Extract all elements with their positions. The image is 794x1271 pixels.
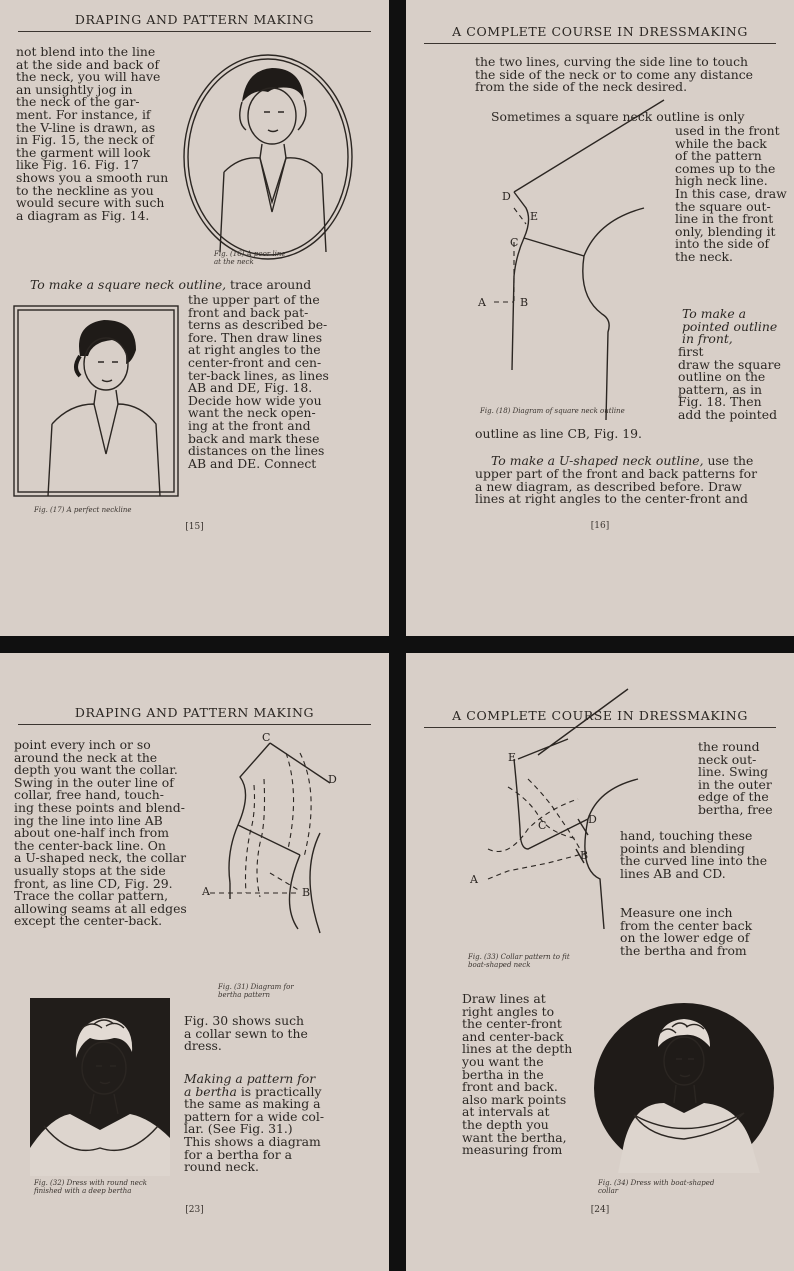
lead-italic: Making a pattern for a bertha <box>184 1071 316 1099</box>
paragraph-bertha <box>184 1073 324 1174</box>
lead-italic: To make a square neck outline, <box>30 277 227 292</box>
caption-fig-34: Fig. (34) Dress with boat-shaped collar <box>598 1179 715 1195</box>
caption-fig-17: Fig. (17) A perfect neckline <box>34 506 132 514</box>
label-d: D <box>328 773 337 786</box>
body-text-3: used in the front while the back of the pattern comes up to the high neck line. In this case, draw the square out- line in the front only, blending it into the side of the neck. <box>675 123 787 264</box>
body-text-3: is practically the same as making a pattern for a wide col- lar. (See Fig. 31.) This shows a diagram for a bertha for a round neck. <box>184 1083 325 1175</box>
body-text-2: the upper part of the front and back pat- terns as described be- fore. Then draw lines at right angles to the center-front and cen- ter-back lines, as lines AB and DE, Fig. 18. Decide how wide you want the neck open- ing at the front and back and mark these distances on the lines AB and DE. Connect <box>188 292 329 471</box>
page-24 <box>406 653 794 1271</box>
lead-italic: To make a pointed outline in front, <box>682 306 778 347</box>
page-number: [23] <box>185 1205 204 1215</box>
page-23 <box>0 653 389 1271</box>
body-text-2: hand, touching these points and blending the curved line into the lines AB and CD. <box>620 828 768 881</box>
body-text: point every inch or so around the neck at the depth you want the collar. Swing in the outer line of collar, free hand, touch- ing these points and blend- ing the line into line AB about one-half inch from the center-back line. On a U-shaped neck, the collar usually stops at the side front, as line CD, Fig. 29. Trace the collar pattern, allowing seams at all edges except the center-back. <box>14 737 187 929</box>
caption-fig-32: Fig. (32) Dress with round neck finished with a deep bertha <box>34 1179 148 1195</box>
running-header: A COMPLETE COURSE IN DRESSMAKING <box>424 708 776 728</box>
label-b: B <box>580 849 589 862</box>
body-text-3: Measure one inch from the center back on the lower edge of the bertha and from <box>620 905 753 958</box>
label-d: D <box>588 813 597 826</box>
lead2-italic: To make a U-shaped neck outline, <box>491 453 704 468</box>
label-c: C <box>510 236 519 249</box>
fig-17-illustration <box>12 304 180 502</box>
label-a: A <box>470 873 478 886</box>
label-b: B <box>520 296 529 309</box>
caption-fig-16: Fig. (16) A poor line at the neck <box>214 250 286 266</box>
label-d: D <box>502 190 511 203</box>
caption-fig-18: Fig. (18) Diagram of square neck outline <box>480 407 625 415</box>
fig-34-illustration <box>594 1003 774 1173</box>
paragraph-lead <box>30 279 311 292</box>
fig-31-diagram <box>200 733 360 953</box>
label-c: C <box>538 819 547 832</box>
body-text-6: upper part of the front and back patterns for a new diagram, as described before. Draw lines at right angles to the center-front and <box>475 466 758 507</box>
body-text-2: Fig. 30 shows such a collar sewn to the dress. <box>184 1013 308 1054</box>
caption-fig-33: Fig. (33) Collar pattern to fit boat-shaped neck <box>468 953 570 969</box>
label-c: C <box>262 731 271 744</box>
label-e: E <box>530 210 539 223</box>
label-e: E <box>508 751 517 764</box>
fig-16-illustration <box>180 52 360 282</box>
fig-18-diagram <box>474 120 684 410</box>
fig-32-illustration <box>30 998 170 1176</box>
body-text-4: first draw the square outline on the pattern, as in Fig. 18. Then add the pointed <box>678 344 781 422</box>
body-text-5: outline as line CB, Fig. 19. <box>475 426 642 441</box>
body-text: not blend into the line at the side and back of the neck, you will have an unsightly jog in the neck of the gar- ment. For instance, if the V-line is drawn, as in Fig. 15, the neck of the garment will look like Fig. 16. Fig. 17 shows you a smooth run to the neckline as you would secure with such a diagram as Fig. 14. <box>16 44 169 223</box>
body-text: the round neck out- line. Swing in the outer edge of the bertha, free <box>698 739 773 817</box>
label-b: B <box>302 886 311 899</box>
label-a: A <box>202 885 210 898</box>
page-number: [24] <box>590 1205 610 1215</box>
running-header: DRAPING AND PATTERN MAKING <box>18 12 371 32</box>
label-a: A <box>478 296 486 309</box>
running-header: DRAPING AND PATTERN MAKING <box>18 705 371 725</box>
page-15 <box>0 0 389 636</box>
caption-fig-31: Fig. (31) Diagram for bertha pattern <box>218 983 294 999</box>
page-16 <box>406 0 794 636</box>
page-number: [16] <box>590 521 610 531</box>
running-header: A COMPLETE COURSE IN DRESSMAKING <box>424 24 776 44</box>
body-text-2: Sometimes a square neck outline is only <box>491 109 745 124</box>
body-text-4: Draw lines at right angles to the center-front and center-back lines at the depth you want the bertha in the front and back. also mark points at intervals at the depth you want the bertha, measuring from <box>462 991 573 1158</box>
lead-rest: trace around <box>226 277 312 292</box>
body-text: the two lines, curving the side line to touch the side of the neck or to come any distance from the side of the neck desired. <box>475 54 753 95</box>
lead2-rest: use the <box>703 453 754 468</box>
page-number: [15] <box>185 522 204 532</box>
